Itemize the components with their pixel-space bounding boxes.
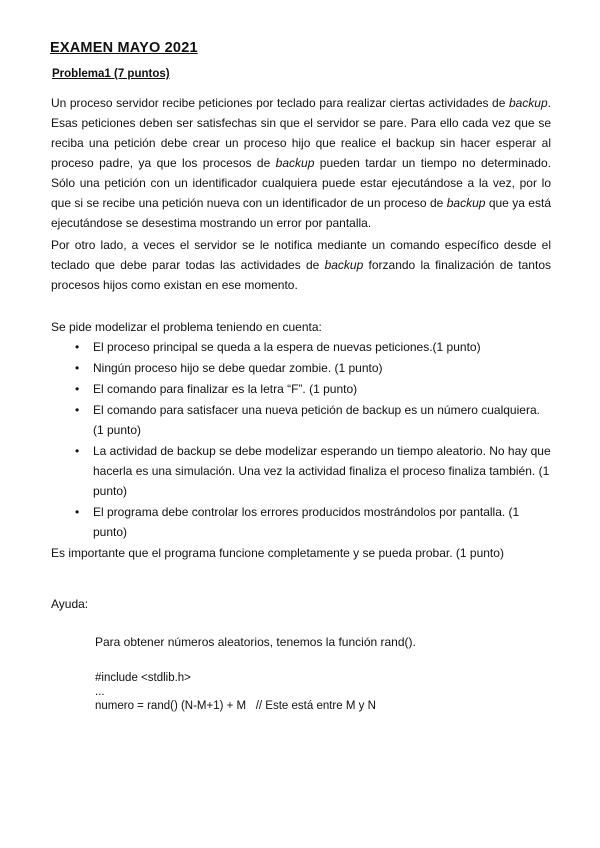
code-line: #include <stdlib.h> — [95, 672, 191, 684]
bullet-icon: • — [75, 403, 80, 417]
bullet-icon: • — [75, 505, 80, 519]
requirements-list — [51, 337, 551, 543]
code-line: ... — [95, 686, 105, 698]
list-item: • El comando para finalizar es la letra “F”. (1 punto) — [51, 379, 551, 399]
list-item: • Ningún proceso hijo se debe quedar zombie. (1 punto) — [51, 358, 551, 378]
requirements-intro: Se pide modelizar el problema teniendo en cuenta: — [51, 320, 322, 334]
statement-paragraph-1: Un proceso servidor recibe peticiones por teclado para realizar ciertas actividades de backup. Esas peticiones deben ser satisfechas sin que el servidor se pare. Para ello cada vez que se reciba una petición debe crear un proceso hijo que realice el backup sin hacer esperar al proceso padre, ya que los procesos de backup pueden tardar un tiempo no determinado. Sólo una petición con un identificador cualquiera puede estar ejecutándose a la vez, por lo que si se recibe una petición nueva con un identificador de un proceso de backup que ya está ejecutándose se desestima mostrando un error por pantalla. — [51, 96, 551, 230]
bullet-icon: • — [75, 444, 80, 458]
code-line: numero = rand() (N-M+1) + M // Este está entre M y N — [95, 700, 376, 712]
bullet-icon: • — [75, 340, 80, 354]
exam-title: EXAMEN MAYO 2021 — [50, 40, 198, 56]
help-label: Ayuda: — [51, 597, 89, 611]
list-item: • El programa debe controlar los errores producidos mostrándolos por pantalla. (1 punto) — [51, 502, 551, 542]
bullet-icon: • — [75, 382, 80, 396]
list-item: • El proceso principal se queda a la espera de nuevas peticiones.(1 punto) — [51, 337, 551, 357]
list-item: • El comando para satisfacer una nueva petición de backup es un número cualquiera. (1 punto) — [51, 400, 551, 440]
list-item: • La actividad de backup se debe modelizar esperando un tiempo aleatorio. No hay que hacerla es una simulación. Una vez la actividad finaliza el proceso finaliza también. (1 punto) — [51, 441, 551, 501]
code-snippet — [95, 671, 376, 713]
problem-title: Problema1 (7 puntos) — [52, 68, 170, 80]
help-text: Para obtener números aleatorios, tenemos la función rand(). — [95, 635, 416, 649]
bullet-icon: • — [75, 361, 80, 375]
statement-paragraph-2: Por otro lado, a veces el servidor se le notifica mediante un comando específico desde el teclado que debe parar todas las actividades de backup forzando la finalización de tantos procesos hijos como existan en ese momento. — [51, 238, 551, 292]
final-note: Es importante que el programa funcione completamente y se pueda probar. (1 punto) — [51, 546, 504, 560]
